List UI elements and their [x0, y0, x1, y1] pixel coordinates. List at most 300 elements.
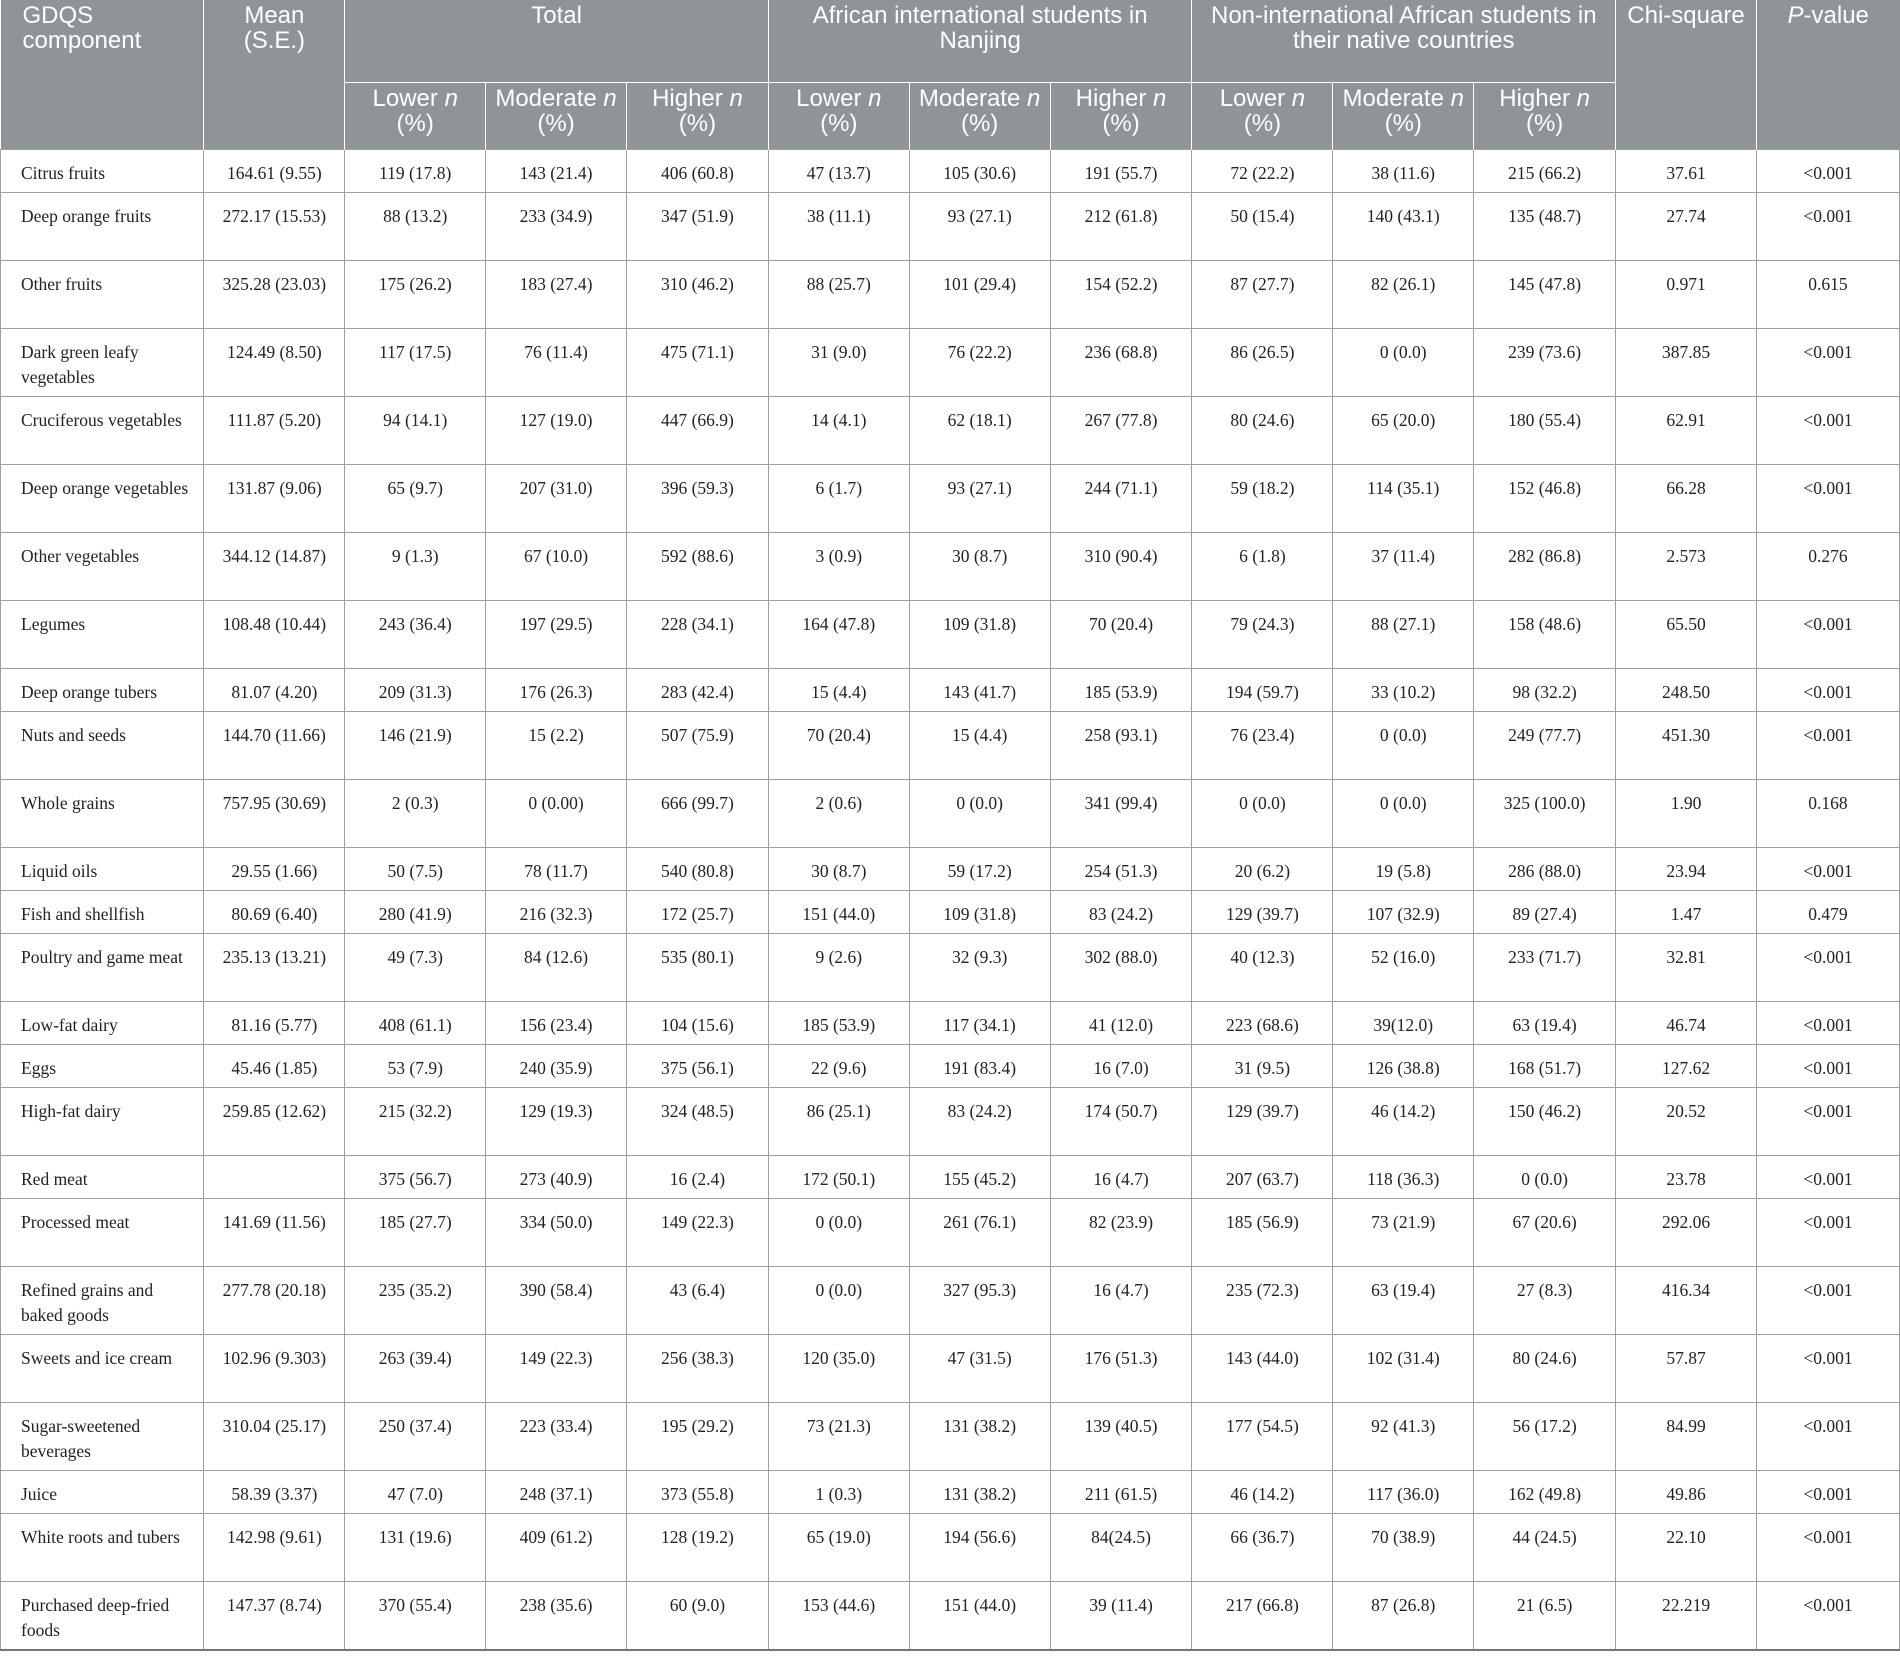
cell-mean: 142.98 (9.61)	[204, 1514, 345, 1582]
cell-nanjing-higher: 212 (61.8)	[1050, 193, 1192, 261]
cell-native-higher: 249 (77.7)	[1474, 712, 1616, 780]
cell-native-higher: 152 (46.8)	[1474, 465, 1616, 533]
header-total: Total	[345, 0, 769, 83]
cell-total-moderate: 84 (12.6)	[486, 934, 627, 1002]
cell-native-higher: 80 (24.6)	[1474, 1335, 1616, 1403]
cell-mean: 277.78 (20.18)	[204, 1267, 345, 1335]
cell-chi-square: 65.50	[1616, 601, 1757, 669]
cell-mean: 757.95 (30.69)	[204, 780, 345, 848]
cell-nanjing-higher: 70 (20.4)	[1050, 601, 1192, 669]
cell-native-moderate: 63 (19.4)	[1333, 1267, 1474, 1335]
cell-nanjing-lower: 14 (4.1)	[768, 397, 909, 465]
cell-total-lower: 117 (17.5)	[345, 329, 486, 397]
subheader-pct-label: (%)	[396, 110, 434, 137]
subheader-total-lower	[345, 83, 486, 150]
header-mean: Mean (S.E.)	[204, 0, 345, 150]
subheader-nanjing-lower	[768, 83, 909, 150]
cell-component: Deep orange fruits	[1, 193, 204, 261]
cell-mean: 58.39 (3.37)	[204, 1471, 345, 1514]
cell-p-value: 0.276	[1756, 533, 1899, 601]
cell-total-moderate: 149 (22.3)	[486, 1335, 627, 1403]
cell-total-higher: 666 (99.7)	[626, 780, 768, 848]
cell-nanjing-lower: 22 (9.6)	[768, 1045, 909, 1088]
cell-nanjing-lower: 15 (4.4)	[768, 669, 909, 712]
cell-nanjing-lower: 86 (25.1)	[768, 1088, 909, 1156]
cell-nanjing-lower: 153 (44.6)	[768, 1582, 909, 1651]
cell-native-moderate: 38 (11.6)	[1333, 150, 1474, 193]
subheader-pct-label: (%)	[1243, 110, 1282, 137]
cell-native-lower: 20 (6.2)	[1192, 848, 1333, 891]
cell-native-higher: 135 (48.7)	[1474, 193, 1616, 261]
cell-nanjing-moderate: 261 (76.1)	[909, 1199, 1050, 1267]
cell-total-lower: 370 (55.4)	[345, 1582, 486, 1651]
subheader-pct-label: (%)	[1102, 110, 1140, 137]
subheader-level-label: Moderate	[918, 85, 1021, 112]
cell-nanjing-higher: 82 (23.9)	[1050, 1199, 1192, 1267]
cell-mean: 272.17 (15.53)	[204, 193, 345, 261]
cell-native-higher: 325 (100.0)	[1474, 780, 1616, 848]
subheader-n-label: n	[603, 85, 617, 112]
cell-total-moderate: 240 (35.9)	[486, 1045, 627, 1088]
header-nanjing: African international students in Nanjing	[768, 0, 1192, 83]
cell-total-moderate: 143 (21.4)	[486, 150, 627, 193]
cell-p-value: <0.001	[1756, 1199, 1899, 1267]
cell-native-higher: 56 (17.2)	[1474, 1403, 1616, 1471]
cell-total-higher: 375 (56.1)	[626, 1045, 768, 1088]
cell-native-lower: 76 (23.4)	[1192, 712, 1333, 780]
subheader-n-label: n	[1153, 85, 1167, 112]
table-row	[1, 891, 1900, 934]
cell-total-higher: 540 (80.8)	[626, 848, 768, 891]
table-row	[1, 1582, 1900, 1651]
cell-nanjing-higher: 244 (71.1)	[1050, 465, 1192, 533]
cell-p-value: <0.001	[1756, 1002, 1899, 1045]
cell-total-lower: 94 (14.1)	[345, 397, 486, 465]
cell-total-lower: 215 (32.2)	[345, 1088, 486, 1156]
cell-nanjing-moderate: 131 (38.2)	[909, 1403, 1050, 1471]
cell-native-lower: 72 (22.2)	[1192, 150, 1333, 193]
cell-chi-square: 387.85	[1616, 329, 1757, 397]
cell-total-lower: 50 (7.5)	[345, 848, 486, 891]
cell-native-moderate: 118 (36.3)	[1333, 1156, 1474, 1199]
cell-mean: 310.04 (25.17)	[204, 1403, 345, 1471]
cell-native-moderate: 88 (27.1)	[1333, 601, 1474, 669]
subheader-n-label: n	[1576, 85, 1590, 112]
cell-nanjing-moderate: 32 (9.3)	[909, 934, 1050, 1002]
cell-nanjing-lower: 30 (8.7)	[768, 848, 909, 891]
cell-total-higher: 310 (46.2)	[626, 261, 768, 329]
cell-total-lower: 2 (0.3)	[345, 780, 486, 848]
cell-total-higher: 447 (66.9)	[626, 397, 768, 465]
cell-total-higher: 149 (22.3)	[626, 1199, 768, 1267]
cell-native-moderate: 37 (11.4)	[1333, 533, 1474, 601]
cell-total-higher: 507 (75.9)	[626, 712, 768, 780]
cell-native-lower: 0 (0.0)	[1192, 780, 1333, 848]
cell-mean: 235.13 (13.21)	[204, 934, 345, 1002]
cell-nanjing-lower: 1 (0.3)	[768, 1471, 909, 1514]
cell-total-lower: 131 (19.6)	[345, 1514, 486, 1582]
cell-native-moderate: 52 (16.0)	[1333, 934, 1474, 1002]
cell-chi-square: 1.90	[1616, 780, 1757, 848]
subheader-pct-label: (%)	[1384, 110, 1422, 137]
header-p-italic: P	[1787, 2, 1804, 29]
cell-nanjing-lower: 6 (1.7)	[768, 465, 909, 533]
cell-native-lower: 6 (1.8)	[1192, 533, 1333, 601]
cell-mean: 108.48 (10.44)	[204, 601, 345, 669]
cell-nanjing-lower: 31 (9.0)	[768, 329, 909, 397]
cell-total-higher: 347 (51.9)	[626, 193, 768, 261]
table-row	[1, 1088, 1900, 1156]
cell-chi-square: 127.62	[1616, 1045, 1757, 1088]
cell-total-moderate: 233 (34.9)	[486, 193, 627, 261]
cell-total-moderate: 216 (32.3)	[486, 891, 627, 934]
cell-p-value: <0.001	[1756, 1045, 1899, 1088]
cell-native-higher: 63 (19.4)	[1474, 1002, 1616, 1045]
cell-nanjing-moderate: 109 (31.8)	[909, 891, 1050, 934]
table-row	[1, 1156, 1900, 1199]
subheader-pct-label: (%)	[678, 110, 717, 137]
subheader-level-label: Higher	[652, 85, 723, 112]
cell-total-moderate: 248 (37.1)	[486, 1471, 627, 1514]
table-row	[1, 780, 1900, 848]
cell-component: White roots and tubers	[1, 1514, 204, 1582]
cell-native-moderate: 87 (26.8)	[1333, 1582, 1474, 1651]
cell-nanjing-lower: 9 (2.6)	[768, 934, 909, 1002]
cell-total-higher: 535 (80.1)	[626, 934, 768, 1002]
cell-total-lower: 119 (17.8)	[345, 150, 486, 193]
cell-nanjing-higher: 41 (12.0)	[1050, 1002, 1192, 1045]
cell-mean: 325.28 (23.03)	[204, 261, 345, 329]
cell-native-lower: 143 (44.0)	[1192, 1335, 1333, 1403]
cell-total-higher: 104 (15.6)	[626, 1002, 768, 1045]
cell-native-moderate: 0 (0.0)	[1333, 712, 1474, 780]
cell-chi-square: 292.06	[1616, 1199, 1757, 1267]
cell-total-moderate: 127 (19.0)	[486, 397, 627, 465]
subheader-level-label: Higher	[1075, 85, 1147, 112]
cell-p-value: 0.479	[1756, 891, 1899, 934]
cell-nanjing-higher: 310 (90.4)	[1050, 533, 1192, 601]
cell-total-lower: 280 (41.9)	[345, 891, 486, 934]
cell-p-value: <0.001	[1756, 1582, 1899, 1651]
cell-total-moderate: 0 (0.00)	[486, 780, 627, 848]
cell-component: Refined grains and baked goods	[1, 1267, 204, 1335]
cell-nanjing-lower: 0 (0.0)	[768, 1267, 909, 1335]
cell-total-higher: 592 (88.6)	[626, 533, 768, 601]
cell-native-moderate: 0 (0.0)	[1333, 780, 1474, 848]
cell-native-moderate: 33 (10.2)	[1333, 669, 1474, 712]
cell-nanjing-higher: 185 (53.9)	[1050, 669, 1192, 712]
cell-total-lower: 209 (31.3)	[345, 669, 486, 712]
cell-mean: 102.96 (9.303)	[204, 1335, 345, 1403]
cell-nanjing-moderate: 83 (24.2)	[909, 1088, 1050, 1156]
cell-p-value: <0.001	[1756, 934, 1899, 1002]
cell-component: Deep orange vegetables	[1, 465, 204, 533]
cell-native-moderate: 82 (26.1)	[1333, 261, 1474, 329]
cell-component: Cruciferous vegetables	[1, 397, 204, 465]
cell-component: Purchased deep-fried foods	[1, 1582, 204, 1651]
cell-total-higher: 475 (71.1)	[626, 329, 768, 397]
subheader-nanjing-higher	[1050, 83, 1192, 150]
table-row	[1, 1471, 1900, 1514]
cell-native-lower: 31 (9.5)	[1192, 1045, 1333, 1088]
subheader-native-moderate	[1333, 83, 1474, 150]
header-p-rest: -value	[1803, 2, 1869, 29]
cell-native-lower: 223 (68.6)	[1192, 1002, 1333, 1045]
table-row	[1, 533, 1900, 601]
cell-p-value: <0.001	[1756, 1156, 1899, 1199]
cell-native-moderate: 126 (38.8)	[1333, 1045, 1474, 1088]
cell-component: Deep orange tubers	[1, 669, 204, 712]
cell-nanjing-moderate: 76 (22.2)	[909, 329, 1050, 397]
cell-nanjing-higher: 39 (11.4)	[1050, 1582, 1192, 1651]
cell-native-higher: 233 (71.7)	[1474, 934, 1616, 1002]
cell-chi-square: 49.86	[1616, 1471, 1757, 1514]
cell-nanjing-higher: 267 (77.8)	[1050, 397, 1192, 465]
cell-component: Red meat	[1, 1156, 204, 1199]
header-row-top	[1, 0, 1900, 83]
cell-nanjing-lower: 70 (20.4)	[768, 712, 909, 780]
cell-p-value: <0.001	[1756, 1088, 1899, 1156]
cell-mean: 80.69 (6.40)	[204, 891, 345, 934]
cell-nanjing-moderate: 93 (27.1)	[909, 193, 1050, 261]
cell-chi-square: 66.28	[1616, 465, 1757, 533]
table-body	[1, 150, 1900, 1651]
cell-nanjing-higher: 16 (7.0)	[1050, 1045, 1192, 1088]
subheader-n-label: n	[868, 85, 882, 112]
cell-native-higher: 0 (0.0)	[1474, 1156, 1616, 1199]
cell-native-lower: 177 (54.5)	[1192, 1403, 1333, 1471]
cell-mean: 124.49 (8.50)	[204, 329, 345, 397]
cell-component: Liquid oils	[1, 848, 204, 891]
cell-native-moderate: 46 (14.2)	[1333, 1088, 1474, 1156]
cell-nanjing-moderate: 105 (30.6)	[909, 150, 1050, 193]
cell-native-higher: 180 (55.4)	[1474, 397, 1616, 465]
cell-native-lower: 80 (24.6)	[1192, 397, 1333, 465]
cell-nanjing-higher: 139 (40.5)	[1050, 1403, 1192, 1471]
cell-component: Citrus fruits	[1, 150, 204, 193]
cell-total-higher: 128 (19.2)	[626, 1514, 768, 1582]
cell-chi-square: 27.74	[1616, 193, 1757, 261]
cell-component: Poultry and game meat	[1, 934, 204, 1002]
cell-p-value: <0.001	[1756, 329, 1899, 397]
cell-nanjing-moderate: 155 (45.2)	[909, 1156, 1050, 1199]
cell-native-higher: 239 (73.6)	[1474, 329, 1616, 397]
cell-native-higher: 21 (6.5)	[1474, 1582, 1616, 1651]
cell-total-lower: 243 (36.4)	[345, 601, 486, 669]
cell-total-moderate: 78 (11.7)	[486, 848, 627, 891]
cell-nanjing-higher: 254 (51.3)	[1050, 848, 1192, 891]
cell-total-higher: 172 (25.7)	[626, 891, 768, 934]
cell-total-moderate: 156 (23.4)	[486, 1002, 627, 1045]
cell-total-lower: 175 (26.2)	[345, 261, 486, 329]
cell-native-moderate: 102 (31.4)	[1333, 1335, 1474, 1403]
cell-chi-square: 62.91	[1616, 397, 1757, 465]
table-row	[1, 397, 1900, 465]
cell-native-higher: 168 (51.7)	[1474, 1045, 1616, 1088]
subheader-native-lower	[1192, 83, 1333, 150]
cell-nanjing-lower: 120 (35.0)	[768, 1335, 909, 1403]
cell-nanjing-moderate: 327 (95.3)	[909, 1267, 1050, 1335]
cell-total-higher: 283 (42.4)	[626, 669, 768, 712]
cell-nanjing-lower: 164 (47.8)	[768, 601, 909, 669]
cell-mean	[204, 1156, 345, 1199]
cell-nanjing-lower: 185 (53.9)	[768, 1002, 909, 1045]
cell-total-lower: 185 (27.7)	[345, 1199, 486, 1267]
cell-native-moderate: 107 (32.9)	[1333, 891, 1474, 934]
cell-native-lower: 235 (72.3)	[1192, 1267, 1333, 1335]
cell-nanjing-moderate: 47 (31.5)	[909, 1335, 1050, 1403]
cell-component: Other vegetables	[1, 533, 204, 601]
cell-component: Sugar-sweetened beverages	[1, 1403, 204, 1471]
cell-mean: 81.07 (4.20)	[204, 669, 345, 712]
cell-total-higher: 60 (9.0)	[626, 1582, 768, 1651]
cell-p-value: 0.615	[1756, 261, 1899, 329]
cell-native-lower: 129 (39.7)	[1192, 891, 1333, 934]
cell-native-lower: 129 (39.7)	[1192, 1088, 1333, 1156]
cell-nanjing-moderate: 131 (38.2)	[909, 1471, 1050, 1514]
cell-native-higher: 282 (86.8)	[1474, 533, 1616, 601]
cell-nanjing-lower: 3 (0.9)	[768, 533, 909, 601]
cell-nanjing-lower: 172 (50.1)	[768, 1156, 909, 1199]
cell-native-higher: 215 (66.2)	[1474, 150, 1616, 193]
cell-chi-square: 57.87	[1616, 1335, 1757, 1403]
cell-chi-square: 416.34	[1616, 1267, 1757, 1335]
cell-chi-square: 37.61	[1616, 150, 1757, 193]
cell-total-lower: 250 (37.4)	[345, 1403, 486, 1471]
cell-p-value: <0.001	[1756, 193, 1899, 261]
cell-total-lower: 408 (61.1)	[345, 1002, 486, 1045]
cell-total-higher: 373 (55.8)	[626, 1471, 768, 1514]
cell-nanjing-higher: 211 (61.5)	[1050, 1471, 1192, 1514]
cell-mean: 81.16 (5.77)	[204, 1002, 345, 1045]
cell-total-lower: 146 (21.9)	[345, 712, 486, 780]
cell-total-higher: 256 (38.3)	[626, 1335, 768, 1403]
subheader-level-label: Lower	[1219, 85, 1286, 112]
cell-total-moderate: 76 (11.4)	[486, 329, 627, 397]
cell-component: Dark green leafy vegetables	[1, 329, 204, 397]
cell-component: Low-fat dairy	[1, 1002, 204, 1045]
cell-total-moderate: 334 (50.0)	[486, 1199, 627, 1267]
cell-component: Fish and shellfish	[1, 891, 204, 934]
cell-native-higher: 89 (27.4)	[1474, 891, 1616, 934]
cell-native-lower: 194 (59.7)	[1192, 669, 1333, 712]
cell-total-moderate: 197 (29.5)	[486, 601, 627, 669]
cell-p-value: <0.001	[1756, 712, 1899, 780]
table-row	[1, 329, 1900, 397]
cell-p-value: <0.001	[1756, 1471, 1899, 1514]
subheader-native-higher	[1474, 83, 1616, 150]
cell-component: Processed meat	[1, 1199, 204, 1267]
cell-nanjing-lower: 2 (0.6)	[768, 780, 909, 848]
cell-p-value: <0.001	[1756, 1335, 1899, 1403]
cell-native-lower: 87 (27.7)	[1192, 261, 1333, 329]
cell-nanjing-moderate: 62 (18.1)	[909, 397, 1050, 465]
cell-mean: 147.37 (8.74)	[204, 1582, 345, 1651]
cell-native-higher: 67 (20.6)	[1474, 1199, 1616, 1267]
cell-total-moderate: 409 (61.2)	[486, 1514, 627, 1582]
subheader-level-label: Lower	[796, 85, 862, 112]
cell-mean: 344.12 (14.87)	[204, 533, 345, 601]
cell-nanjing-higher: 191 (55.7)	[1050, 150, 1192, 193]
table-row	[1, 465, 1900, 533]
cell-native-lower: 185 (56.9)	[1192, 1199, 1333, 1267]
cell-total-higher: 406 (60.8)	[626, 150, 768, 193]
cell-nanjing-moderate: 0 (0.0)	[909, 780, 1050, 848]
cell-total-moderate: 129 (19.3)	[486, 1088, 627, 1156]
subheader-n-label: n	[1291, 85, 1306, 112]
table-row	[1, 712, 1900, 780]
cell-chi-square: 46.74	[1616, 1002, 1757, 1045]
cell-nanjing-higher: 258 (93.1)	[1050, 712, 1192, 780]
cell-total-moderate: 390 (58.4)	[486, 1267, 627, 1335]
cell-nanjing-moderate: 59 (17.2)	[909, 848, 1050, 891]
table-row	[1, 193, 1900, 261]
cell-native-moderate: 117 (36.0)	[1333, 1471, 1474, 1514]
cell-total-lower: 375 (56.7)	[345, 1156, 486, 1199]
cell-native-lower: 79 (24.3)	[1192, 601, 1333, 669]
cell-component: Sweets and ice cream	[1, 1335, 204, 1403]
table-row	[1, 1403, 1900, 1471]
cell-total-lower: 53 (7.9)	[345, 1045, 486, 1088]
cell-total-moderate: 15 (2.2)	[486, 712, 627, 780]
cell-total-higher: 16 (2.4)	[626, 1156, 768, 1199]
subheader-pct-label: (%)	[537, 110, 575, 137]
cell-total-lower: 47 (7.0)	[345, 1471, 486, 1514]
cell-total-lower: 263 (39.4)	[345, 1335, 486, 1403]
cell-total-moderate: 176 (26.3)	[486, 669, 627, 712]
cell-p-value: <0.001	[1756, 848, 1899, 891]
cell-mean: 259.85 (12.62)	[204, 1088, 345, 1156]
cell-p-value: <0.001	[1756, 1514, 1899, 1582]
cell-native-higher: 286 (88.0)	[1474, 848, 1616, 891]
subheader-level-label: Moderate	[1342, 85, 1444, 112]
cell-nanjing-moderate: 15 (4.4)	[909, 712, 1050, 780]
cell-total-moderate: 67 (10.0)	[486, 533, 627, 601]
table-row	[1, 601, 1900, 669]
cell-nanjing-higher: 341 (99.4)	[1050, 780, 1192, 848]
cell-total-lower: 65 (9.7)	[345, 465, 486, 533]
cell-nanjing-moderate: 191 (83.4)	[909, 1045, 1050, 1088]
table-row	[1, 150, 1900, 193]
subheader-pct-label: (%)	[820, 110, 858, 137]
cell-total-higher: 396 (59.3)	[626, 465, 768, 533]
subheader-level-label: Lower	[372, 85, 438, 112]
subheader-level-label: Moderate	[495, 85, 597, 112]
cell-native-moderate: 140 (43.1)	[1333, 193, 1474, 261]
cell-nanjing-higher: 174 (50.7)	[1050, 1088, 1192, 1156]
cell-mean: 131.87 (9.06)	[204, 465, 345, 533]
cell-total-higher: 195 (29.2)	[626, 1403, 768, 1471]
cell-chi-square: 1.47	[1616, 891, 1757, 934]
table-row	[1, 1335, 1900, 1403]
cell-total-moderate: 183 (27.4)	[486, 261, 627, 329]
cell-native-lower: 86 (26.5)	[1192, 329, 1333, 397]
cell-chi-square: 22.10	[1616, 1514, 1757, 1582]
cell-mean: 45.46 (1.85)	[204, 1045, 345, 1088]
cell-component: Eggs	[1, 1045, 204, 1088]
table-row	[1, 1002, 1900, 1045]
cell-p-value: <0.001	[1756, 669, 1899, 712]
cell-nanjing-lower: 38 (11.1)	[768, 193, 909, 261]
cell-component: Other fruits	[1, 261, 204, 329]
subheader-n-label: n	[444, 85, 458, 112]
subheader-n-label: n	[1450, 85, 1464, 112]
cell-native-higher: 158 (48.6)	[1474, 601, 1616, 669]
cell-native-higher: 98 (32.2)	[1474, 669, 1616, 712]
header-component: GDQS component	[1, 0, 204, 150]
cell-native-higher: 44 (24.5)	[1474, 1514, 1616, 1582]
cell-mean: 29.55 (1.66)	[204, 848, 345, 891]
